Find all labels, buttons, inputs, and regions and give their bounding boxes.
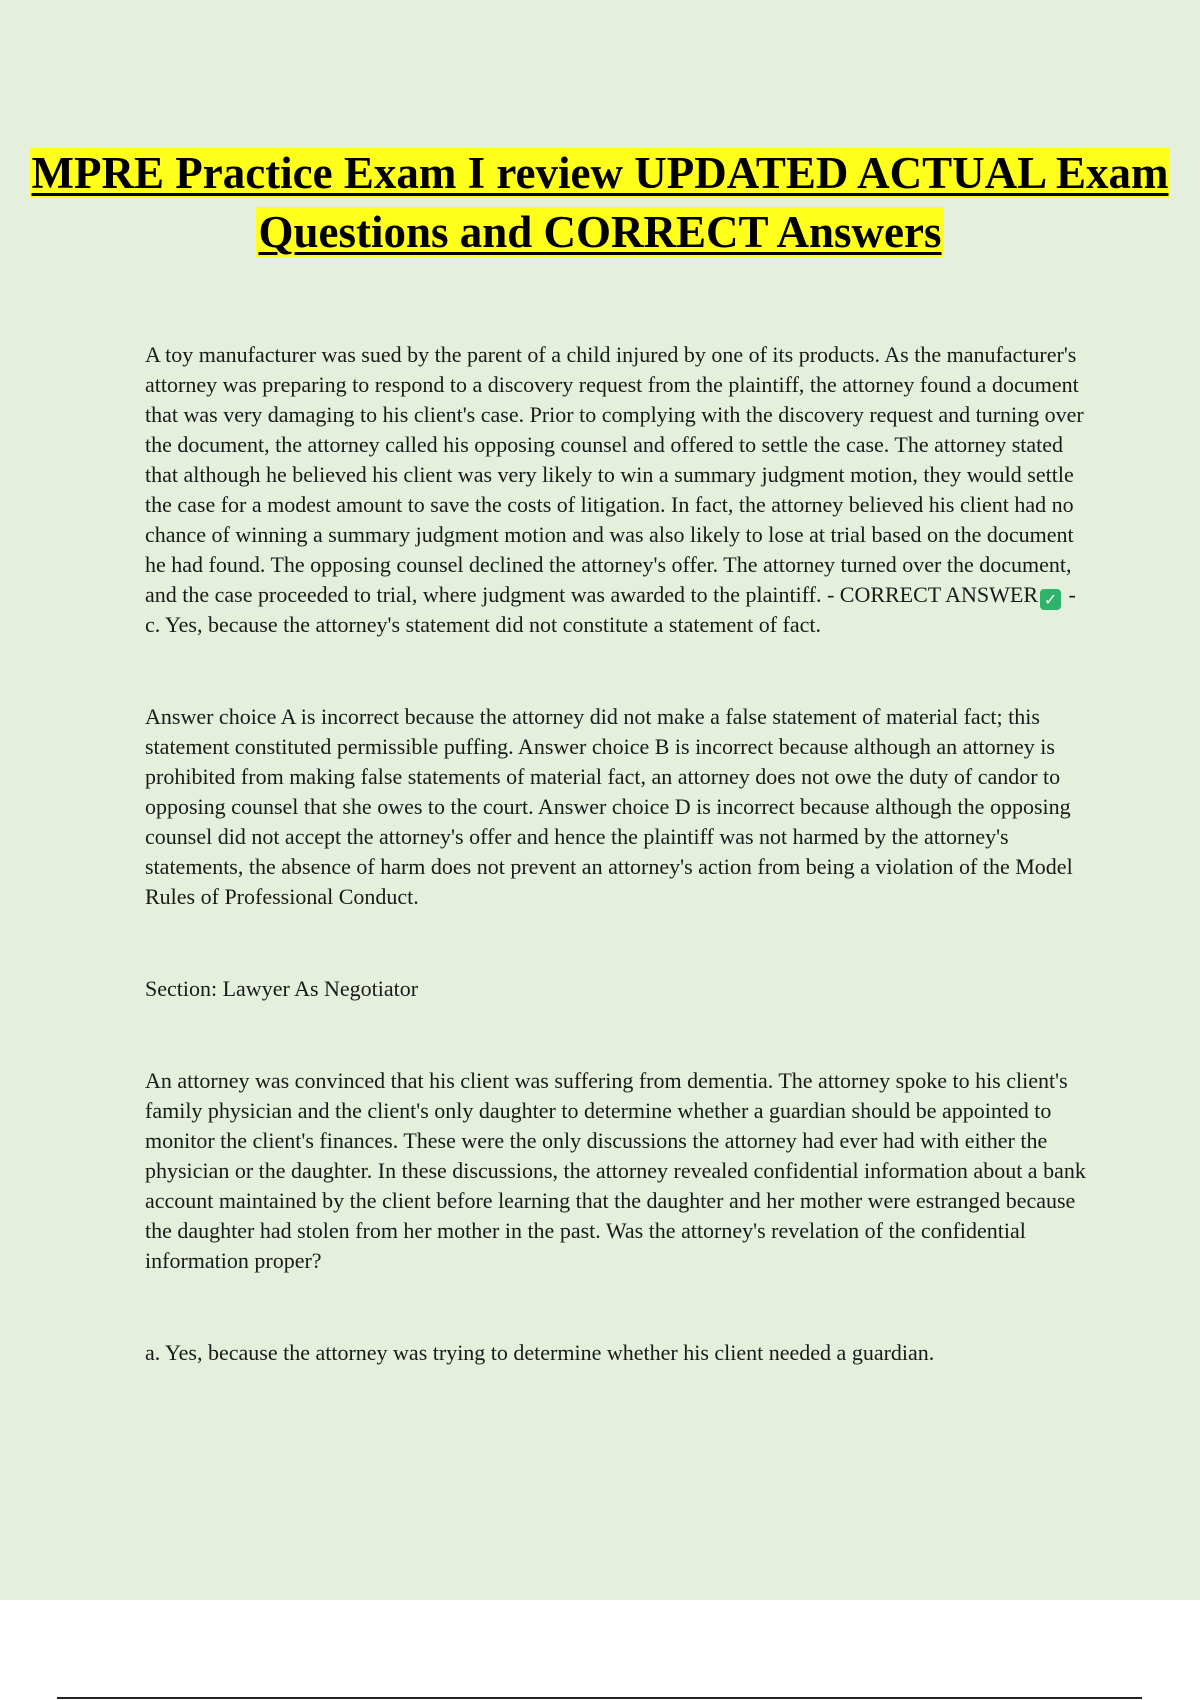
question-1 (145, 340, 1095, 640)
question-1-answer: - c. Yes, because the attorney's statement did not constitute a statement of fact. (145, 582, 1076, 637)
section-label: Section: Lawyer As Negotiator (145, 976, 419, 1001)
document-body (145, 340, 1095, 1368)
paragraph-spacer (145, 1004, 1095, 1066)
title-highlight: MPRE Practice Exam I review UPDATED ACTUAL Exam Questions and CORRECT Answers (31, 148, 1169, 257)
paragraph-spacer (145, 1276, 1095, 1338)
question-2-option-a: a. Yes, because the attorney was trying to determine whether his client needed a guardian. (145, 1340, 935, 1365)
document-title (0, 144, 1200, 262)
footer-divider (57, 1697, 1142, 1699)
question-2: An attorney was convinced that his client was suffering from dementia. The attorney spoke to his client's family physician and the client's only daughter to determine whether a guardian should be appointed to monitor the client's finances. These were the only discussions the attorney had ever had with either the physician or the daughter. In these discussions, the attorney revealed confidential information about a bank account maintained by the client before learning that the daughter and her mother were estranged because the daughter had stolen from her mother in the past. Was the attorney's revelation of the confidential information proper? (145, 1068, 1086, 1273)
paragraph-spacer (145, 640, 1095, 702)
paragraph-spacer (145, 912, 1095, 974)
check-mark-icon: ✓ (1040, 589, 1061, 610)
question-1-text: A toy manufacturer was sued by the parent of a child injured by one of its products. As the manufacturer's attorney was preparing to respond to a discovery request from the plaintiff, the attorney found a document that was very damaging to his client's case. Prior to complying with the discovery request and turning over the document, the attorney called his opposing counsel and offered to settle the case. The attorney stated that although he believed his client was very likely to win a summary judgment motion, they would settle the case for a modest amount to save the costs of litigation. In fact, the attorney believed his client had no chance of winning a summary judgment motion and was also likely to lose at trial based on the document he had found. The opposing counsel declined the attorney's offer. The attorney turned over the document, and the case proceeded to trial, where judgment was awarded to the plaintiff. - CORRECT ANSWER (145, 342, 1084, 607)
answer-explanation: Answer choice A is incorrect because the attorney did not make a false statement of material fact; this statement constituted permissible puffing. Answer choice B is incorrect because although an attorney is prohibited from making false statements of material fact, an attorney does not owe the duty of candor to opposing counsel that she owes to the court. Answer choice D is incorrect because although the opposing counsel did not accept the attorney's offer and hence the plaintiff was not harmed by the attorney's statements, the absence of harm does not prevent an attorney's action from being a violation of the Model Rules of Professional Conduct. (145, 704, 1073, 909)
